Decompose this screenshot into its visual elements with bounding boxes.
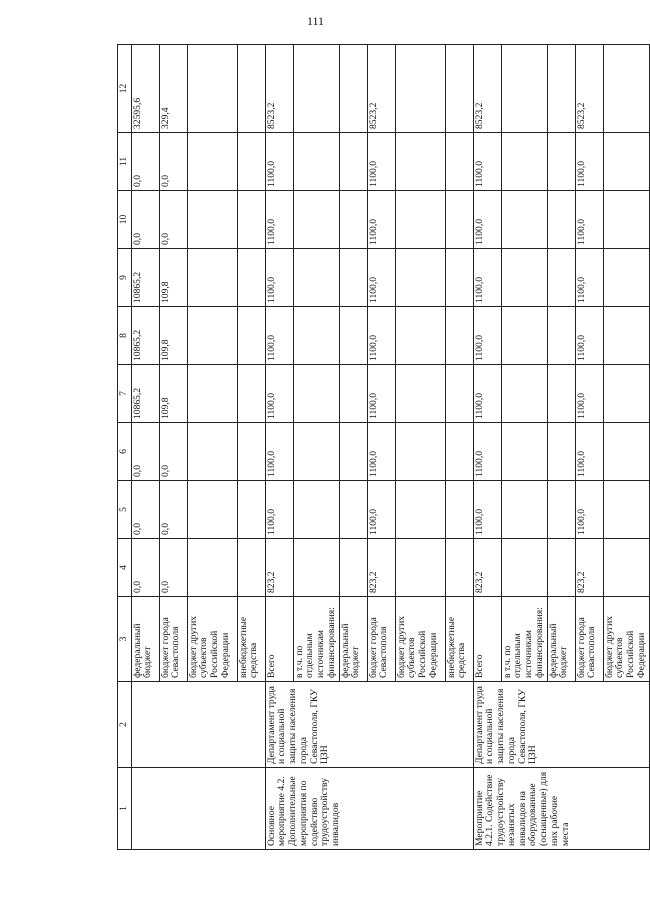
header-cell: 9 — [118, 249, 132, 307]
header-cell: 8 — [118, 307, 132, 365]
value-cell: 109,8 — [159, 307, 187, 365]
header-cell: 6 — [118, 423, 132, 481]
responsible-executor: Департамент труда и социальной защиты населения города Севастополя, ГКУ ЦЗН — [473, 682, 649, 768]
value-cell: 823,2 — [367, 539, 395, 597]
value-cell: 8523,2 — [473, 45, 501, 133]
header-cell: 2 — [118, 682, 132, 768]
value-cell: 1100,0 — [265, 249, 293, 307]
value-cell: 10865,2 — [131, 249, 159, 307]
value-cell: 8523,2 — [575, 45, 603, 133]
page-number: 111 — [306, 14, 325, 28]
value-cell: 823,2 — [473, 539, 501, 597]
value-cell: 0,0 — [159, 539, 187, 597]
header-cell: 11 — [118, 133, 132, 191]
value-cell: 1100,0 — [265, 133, 293, 191]
value-cell: 1100,0 — [473, 191, 501, 249]
source-cell: бюджет других субъектов Российской Федерации — [603, 597, 649, 682]
value-cell: 0,0 — [159, 423, 187, 481]
source-cell: бюджет города Севастополя — [159, 597, 187, 682]
value-cell: 1100,0 — [265, 423, 293, 481]
value-cell: 0,0 — [131, 191, 159, 249]
value-cell: 1100,0 — [575, 307, 603, 365]
source-cell: Всего — [265, 597, 293, 682]
rotated-table-area — [117, 45, 647, 850]
source-cell: бюджет города Севастополя — [367, 597, 395, 682]
source-cell: федеральный бюджет — [339, 597, 367, 682]
value-cell: 0,0 — [131, 481, 159, 539]
value-cell: 1100,0 — [367, 481, 395, 539]
value-cell: 0,0 — [159, 133, 187, 191]
value-cell: 823,2 — [575, 539, 603, 597]
header-cell: 1 — [118, 768, 132, 850]
source-cell: внебюджетные средства — [445, 597, 473, 682]
table-row — [131, 45, 159, 850]
value-cell: 109,8 — [159, 249, 187, 307]
value-cell: 1100,0 — [575, 365, 603, 423]
header-cell: 5 — [118, 481, 132, 539]
source-cell: федеральный бюджет — [131, 597, 159, 682]
table-row — [265, 45, 293, 850]
value-cell: 1100,0 — [265, 365, 293, 423]
value-cell: 1100,0 — [367, 307, 395, 365]
source-cell: бюджет других субъектов Российской Федерации — [395, 597, 445, 682]
value-cell: 1100,0 — [473, 249, 501, 307]
value-cell: 1100,0 — [367, 365, 395, 423]
value-cell: 1100,0 — [575, 481, 603, 539]
value-cell: 1100,0 — [473, 133, 501, 191]
header-row — [118, 45, 132, 850]
source-cell: бюджет города Севастополя — [575, 597, 603, 682]
block1-col2 — [131, 682, 265, 768]
value-cell: 1100,0 — [265, 307, 293, 365]
value-cell: 0,0 — [131, 423, 159, 481]
value-cell: 1100,0 — [473, 307, 501, 365]
value-cell: 1100,0 — [367, 133, 395, 191]
value-cell: 10865,2 — [131, 365, 159, 423]
value-cell: 32595,6 — [131, 45, 159, 133]
responsible-executor: Департамент труда и социальной защиты населения города Севастополя, ГКУ ЦЗН — [265, 682, 473, 768]
value-cell: 823,2 — [265, 539, 293, 597]
value-cell: 1100,0 — [265, 191, 293, 249]
value-cell: 10865,2 — [131, 307, 159, 365]
header-cell: 3 — [118, 597, 132, 682]
value-cell: 1100,0 — [473, 423, 501, 481]
value-cell: 1100,0 — [575, 191, 603, 249]
source-cell: в т.ч. по отдельным источникам финансирования: — [293, 597, 339, 682]
source-cell: Всего — [473, 597, 501, 682]
header-cell: 12 — [118, 45, 132, 133]
header-cell: 10 — [118, 191, 132, 249]
table-row — [473, 45, 501, 850]
value-cell: 109,8 — [159, 365, 187, 423]
header-cell: 7 — [118, 365, 132, 423]
value-cell: 1100,0 — [367, 249, 395, 307]
measure-name: Основное мероприятие 4.2. Дополнительные мероприятия по содействию трудоустройству инвалидов — [265, 768, 473, 850]
source-cell: в т.ч. по отдельным источникам финансирования: — [501, 597, 547, 682]
value-cell: 0,0 — [131, 539, 159, 597]
value-cell: 1100,0 — [265, 481, 293, 539]
value-cell: 1100,0 — [575, 249, 603, 307]
value-cell: 1100,0 — [575, 133, 603, 191]
value-cell: 0,0 — [159, 481, 187, 539]
value-cell: 1100,0 — [367, 423, 395, 481]
source-cell: федеральный бюджет — [547, 597, 575, 682]
funding-table — [117, 44, 650, 850]
value-cell: 8523,2 — [265, 45, 293, 133]
block1-col1 — [131, 768, 265, 850]
source-cell: внебюджетные средства — [237, 597, 265, 682]
measure-name: Мероприятие 4.2.1. Содействие трудоустройству незанятых инвалидов на оборудованные (оснащенные) для них рабочие места — [473, 768, 649, 850]
source-cell: бюджет других субъектов Российской Федерации — [187, 597, 237, 682]
value-cell: 8523,2 — [367, 45, 395, 133]
value-cell: 1100,0 — [473, 481, 501, 539]
value-cell: 0,0 — [159, 191, 187, 249]
value-cell: 1100,0 — [473, 365, 501, 423]
value-cell: 329,4 — [159, 45, 187, 133]
header-cell: 4 — [118, 539, 132, 597]
value-cell: 1100,0 — [575, 423, 603, 481]
value-cell: 0,0 — [131, 133, 159, 191]
value-cell: 1100,0 — [367, 191, 395, 249]
